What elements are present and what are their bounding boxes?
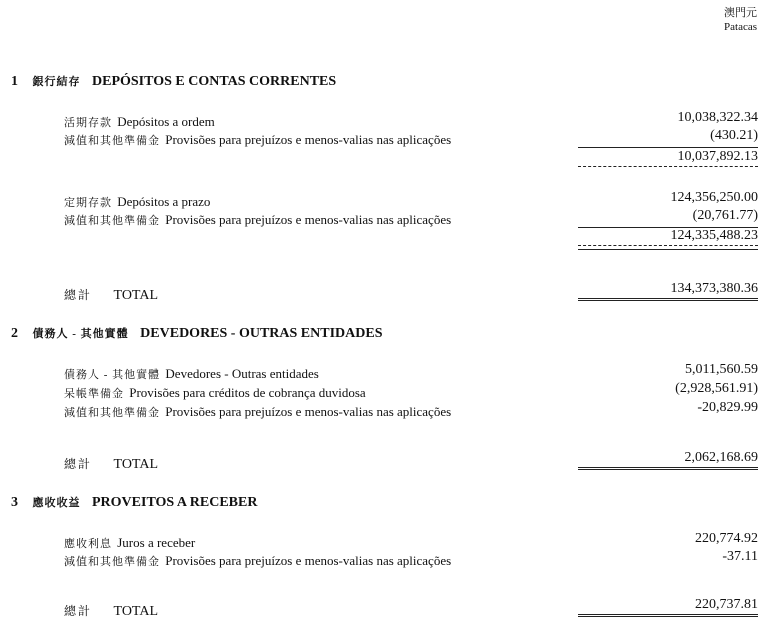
line-value: -37.11 — [722, 549, 758, 564]
total-label: 總計 TOTAL — [64, 457, 159, 472]
line-label: 呆帳準備金 Provisões para créditos de cobrança duvidosa — [64, 385, 366, 400]
section-title-zh: 應收收益 — [32, 497, 81, 509]
line-value: -20,829.99 — [697, 400, 758, 415]
total-value: 134,373,380.36 — [670, 281, 758, 296]
total-label: 總計 TOTAL — [64, 288, 159, 303]
section-number: 1 — [11, 74, 18, 89]
line-label: 定期存款 Depósitos a prazo — [64, 194, 211, 209]
section-2-title — [11, 325, 383, 342]
section-number: 3 — [11, 495, 18, 510]
total-value: 220,737.81 — [695, 597, 758, 612]
section-title-pt: DEVEDORES - OUTRAS ENTIDADES — [140, 326, 383, 341]
line-label: 減值和其他準備金 Provisões para prejuízos e menos-valias nas aplicações — [64, 212, 452, 227]
line-value: (2,928,561.91) — [675, 381, 758, 396]
line-value: 124,356,250.00 — [670, 190, 758, 205]
currency-header — [724, 6, 757, 34]
line-label: 應收利息 Juros a receber — [64, 535, 196, 550]
section-1-title — [11, 73, 336, 90]
line-label: 減值和其他準備金 Provisões para prejuízos e menos-valias nas aplicações — [64, 553, 452, 568]
line-value: (20,761.77) — [692, 208, 758, 223]
line-label: 債務人 - 其他實體 Devedores - Outras entidades — [64, 366, 319, 381]
total-double-rule — [578, 298, 758, 301]
section-3-title — [11, 494, 257, 511]
subtotal-underline — [578, 166, 758, 167]
subtotal-rule — [578, 147, 758, 148]
currency-zh: 澳門元 — [724, 7, 757, 19]
line-value: 10,038,322.34 — [677, 110, 758, 125]
line-label: 減值和其他準備金 Provisões para prejuízos e menos-valias nas aplicações — [64, 132, 452, 147]
section-title-pt: DEPÓSITOS E CONTAS CORRENTES — [92, 74, 337, 89]
subtotal-value: 10,037,892.13 — [677, 149, 758, 164]
line-label: 活期存款 Depósitos a ordem — [64, 114, 215, 129]
section-title-pt: PROVEITOS A RECEBER — [92, 495, 258, 510]
subtotal-underline-2 — [578, 249, 758, 250]
line-value: 5,011,560.59 — [685, 362, 758, 377]
subtotal-underline — [578, 245, 758, 246]
total-double-rule — [578, 614, 758, 617]
line-value: (430.21) — [710, 128, 758, 143]
section-number: 2 — [11, 326, 18, 341]
total-double-rule — [578, 467, 758, 470]
section-title-zh: 銀行結存 — [32, 76, 81, 88]
currency-pt: Patacas — [724, 21, 757, 33]
line-label: 減值和其他準備金 Provisões para prejuízos e menos-valias nas aplicações — [64, 404, 452, 419]
section-title-zh: 債務人 - 其他實體 — [32, 328, 129, 340]
total-value: 2,062,168.69 — [684, 450, 758, 465]
subtotal-value: 124,335,488.23 — [670, 228, 758, 243]
total-label: 總計 TOTAL — [64, 604, 159, 619]
line-value: 220,774.92 — [695, 531, 758, 546]
